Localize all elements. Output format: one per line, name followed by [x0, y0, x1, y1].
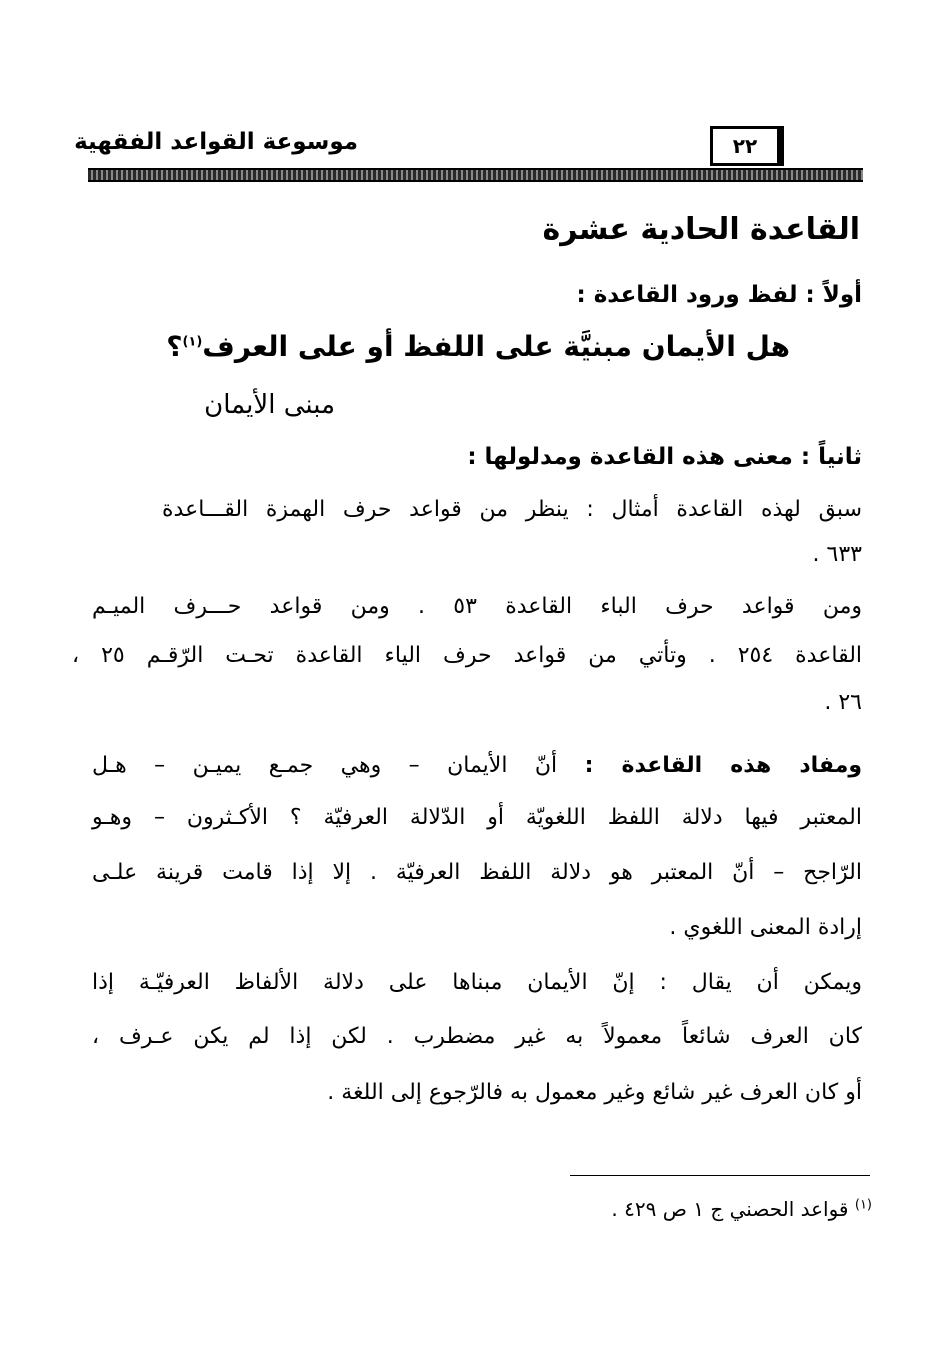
paragraph-line: ويمكن أن يقال : إنّ الأيمان مبناها على دلالة الألفاظ العرفيّـة إذا [92, 970, 862, 995]
section-heading-wording: أولاً : لفظ ورود القاعدة : [576, 282, 862, 308]
section-heading-meaning: ثانياً : معنى هذه القاعدة ومدلولها : [467, 444, 862, 470]
paragraph-line [92, 753, 862, 778]
paragraph-line: ٢٦ . [824, 690, 862, 715]
paragraph-line: إرادة المعنى اللغوي . [669, 915, 862, 940]
page-number: ٢٢ [710, 126, 784, 166]
rule-question [166, 330, 790, 363]
footnote-separator [570, 1175, 870, 1176]
rule-question-text: هل الأيمان مبنيَّة على اللفظ أو على العرف [202, 330, 790, 363]
paragraph-line: ومن قواعد حرف الباء القاعدة ٥٣ . ومن قواعد حـــرف الميـم [92, 594, 862, 619]
meaning-lead: ومفاد هذه القاعدة : [584, 753, 863, 778]
paragraph-line: سبق لهذه القاعدة أمثال : ينظر من قواعد حرف الهمزة القـــاعدة [162, 497, 862, 522]
rule-variant: مبنى الأيمان [204, 390, 335, 420]
paragraph-line: أو كان العرف غير شائع وغير معمول به فالرّجوع إلى اللغة . [327, 1080, 862, 1105]
footnote-text: قواعد الحصني ج ١ ص ٤٢٩ . [611, 1197, 849, 1221]
paragraph-line: الرّاجح – أنّ المعتبر هو دلالة اللفظ العرفيّة . إلا إذا قامت قرينة علـى [92, 860, 862, 885]
paragraph-line: المعتبر فيها دلالة اللفظ اللغويّة أو الدّلالة العرفيّة ؟ الأكـثرون – وهـو [92, 805, 862, 830]
paragraph-line: القاعدة ٢٥٤ . وتأتي من قواعد حرف الياء القاعدة تحـت الرّقـم ٢٥ ، [72, 643, 863, 668]
book-title: موسوعة القواعد الفقهية [74, 129, 358, 155]
footnote-marker: (١) [854, 1197, 872, 1213]
meaning-text: أنّ الأيمان – وهي جمـع يميـن – هـل [92, 753, 558, 778]
rule-title: القاعدة الحادية عشرة [542, 212, 860, 247]
paragraph-line: ٦٣٣ . [812, 542, 862, 567]
footnote-ref: (١) [182, 334, 203, 350]
question-mark: ؟ [166, 330, 183, 363]
running-header [74, 126, 863, 186]
footnote [611, 1197, 872, 1221]
header-rule [88, 168, 863, 182]
paragraph-line: كان العرف شائعاً معمولاً به غير مضطرب . لكن إذا لم يكن عـرف ، [92, 1024, 862, 1049]
